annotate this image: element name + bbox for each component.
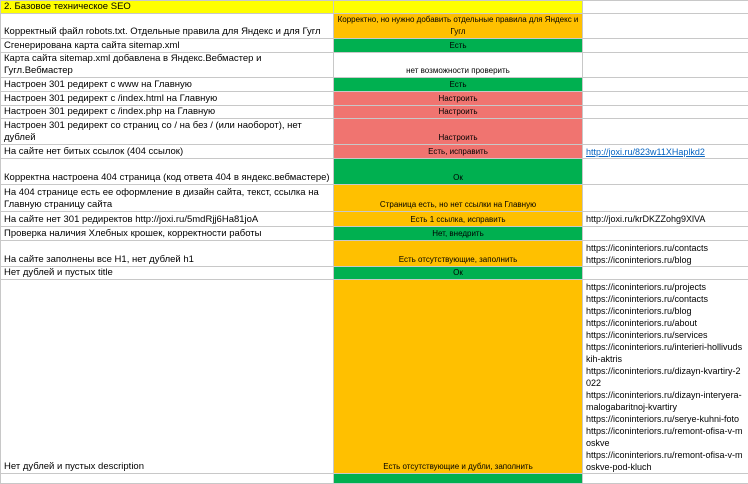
url-entry: https://iconinteriors.ru/about (586, 317, 745, 329)
table-row (1, 119, 748, 145)
table-row (1, 212, 748, 227)
task-cell[interactable]: Настроен 301 редирект с /index.php на Главную (1, 106, 334, 119)
table-row (1, 185, 748, 212)
status-cell[interactable]: Ок (334, 159, 583, 185)
table-row (1, 145, 748, 159)
table-row (1, 92, 748, 106)
task-cell[interactable]: Карта сайта sitemap.xml добавлена в Яндекс.Вебмастер и Гугл.Вебмастер (1, 53, 334, 78)
task-cell[interactable]: Нет дублей и пустых description (1, 280, 334, 474)
task-cell[interactable]: Настроен 301 редирект с www на Главную (1, 78, 334, 92)
table-row (1, 280, 748, 474)
table-row (1, 14, 748, 39)
status-cell[interactable]: Настроить (334, 119, 583, 145)
status-cell[interactable]: Настроить (334, 106, 583, 119)
section-header-row (1, 1, 748, 14)
note-cell[interactable] (583, 92, 748, 106)
status-cell[interactable]: Есть (334, 39, 583, 53)
task-cell[interactable]: Настроен 301 редирект со страниц со / на без / (или наоборот), нет дублей (1, 119, 334, 145)
table-row (1, 241, 748, 267)
note-cell[interactable] (583, 78, 748, 92)
status-cell[interactable]: Корректно, но нужно добавить отдельные правила для Яндекс и Гугл (334, 14, 583, 39)
status-cell[interactable]: Есть 1 ссылка, исправить (334, 212, 583, 227)
note-cell[interactable] (583, 53, 748, 78)
status-cell[interactable]: Есть отсутствующие, заполнить (334, 241, 583, 267)
url-entry: https://iconinteriors.ru/contacts (586, 293, 745, 305)
note-cell[interactable] (583, 14, 748, 39)
note-cell[interactable]: http://joxi.ru/krDKZZohg9XlVA (583, 212, 748, 227)
task-cell[interactable]: Корректна настроена 404 страница (код ответа 404 в яндекс.вебмастере) (1, 159, 334, 185)
note-cell[interactable] (583, 39, 748, 53)
table-row (1, 106, 748, 119)
task-cell[interactable]: На 404 странице есть ее оформление в дизайн сайта, текст, ссылка на Главную страницу сайта (1, 185, 334, 212)
status-cell[interactable]: нет возможности проверить (334, 53, 583, 78)
table-row (1, 267, 748, 280)
status-cell[interactable]: Настроить (334, 92, 583, 106)
url-entry: https://iconinteriors.ru/dizayn-kvartiry-2022 (586, 365, 745, 389)
url-entry: https://iconinteriors.ru/dizayn-interyera-malogabaritnoj-kvartiry (586, 389, 745, 413)
url-entry: https://iconinteriors.ru/blog (586, 305, 745, 317)
task-cell[interactable]: Корректный файл robots.txt. Отдельные правила для Яндекс и для Гугл (1, 14, 334, 39)
status-cell[interactable]: Есть отсутствующие и дубли, заполнить (334, 280, 583, 474)
status-cell[interactable]: Есть, исправить (334, 145, 583, 159)
url-entry: https://iconinteriors.ru/interieri-hollivudskih-aktris (586, 341, 745, 365)
section-title-cell[interactable]: 2. Базовое техническое SEO (1, 1, 334, 14)
url-entry: https://iconinteriors.ru/serye-kuhni-foto (586, 413, 745, 425)
task-cell[interactable]: На сайте нет 301 редиректов http://joxi.ru/5mdRjj6Ha81joA (1, 212, 334, 227)
task-cell[interactable]: Настроен 301 редирект с /index.html на Главную (1, 92, 334, 106)
section-header-empty-cell[interactable] (334, 1, 583, 14)
note-cell[interactable] (583, 145, 748, 159)
task-cell[interactable]: Проверка наличия Хлебных крошек, корректности работы (1, 227, 334, 241)
note-cell[interactable] (583, 280, 748, 474)
section-header-note-cell[interactable] (583, 1, 748, 14)
status-cell[interactable]: Нет, внедрить (334, 227, 583, 241)
status-cell[interactable]: Страница есть, но нет ссылки на Главную (334, 185, 583, 212)
url-entry: https://iconinteriors.ru/blog (586, 254, 745, 266)
note-cell[interactable] (583, 185, 748, 212)
status-cell[interactable]: Есть (334, 78, 583, 92)
note-cell[interactable] (583, 267, 748, 280)
table-row (1, 53, 748, 78)
table-row (1, 159, 748, 185)
note-cell[interactable] (583, 241, 748, 267)
url-entry: https://iconinteriors.ru/services (586, 329, 745, 341)
task-cell[interactable]: Сгенерирована карта сайта sitemap.xml (1, 39, 334, 53)
task-cell[interactable]: На сайте нет битых ссылок (404 ссылок) (1, 145, 334, 159)
note-cell[interactable] (583, 159, 748, 185)
url-entry: https://iconinteriors.ru/projects (586, 281, 745, 293)
note-cell[interactable] (583, 227, 748, 241)
note-cell[interactable] (583, 106, 748, 119)
table-row (1, 227, 748, 241)
joxi-link[interactable]: http://joxi.ru/823w11XHaplkd2 (586, 147, 705, 157)
table-row (1, 78, 748, 92)
task-cell[interactable]: На сайте заполнены все H1, нет дублей h1 (1, 241, 334, 267)
url-entry: https://iconinteriors.ru/contacts (586, 242, 745, 254)
url-entry: https://iconinteriors.ru/remont-ofisa-v-moskve-pod-kluch (586, 449, 745, 473)
note-cell[interactable] (583, 119, 748, 145)
url-entry: https://iconinteriors.ru/remont-ofisa-v-moskve (586, 425, 745, 449)
table-row (1, 39, 748, 53)
task-cell[interactable]: Нет дублей и пустых title (1, 267, 334, 280)
status-cell[interactable]: Ок (334, 267, 583, 280)
